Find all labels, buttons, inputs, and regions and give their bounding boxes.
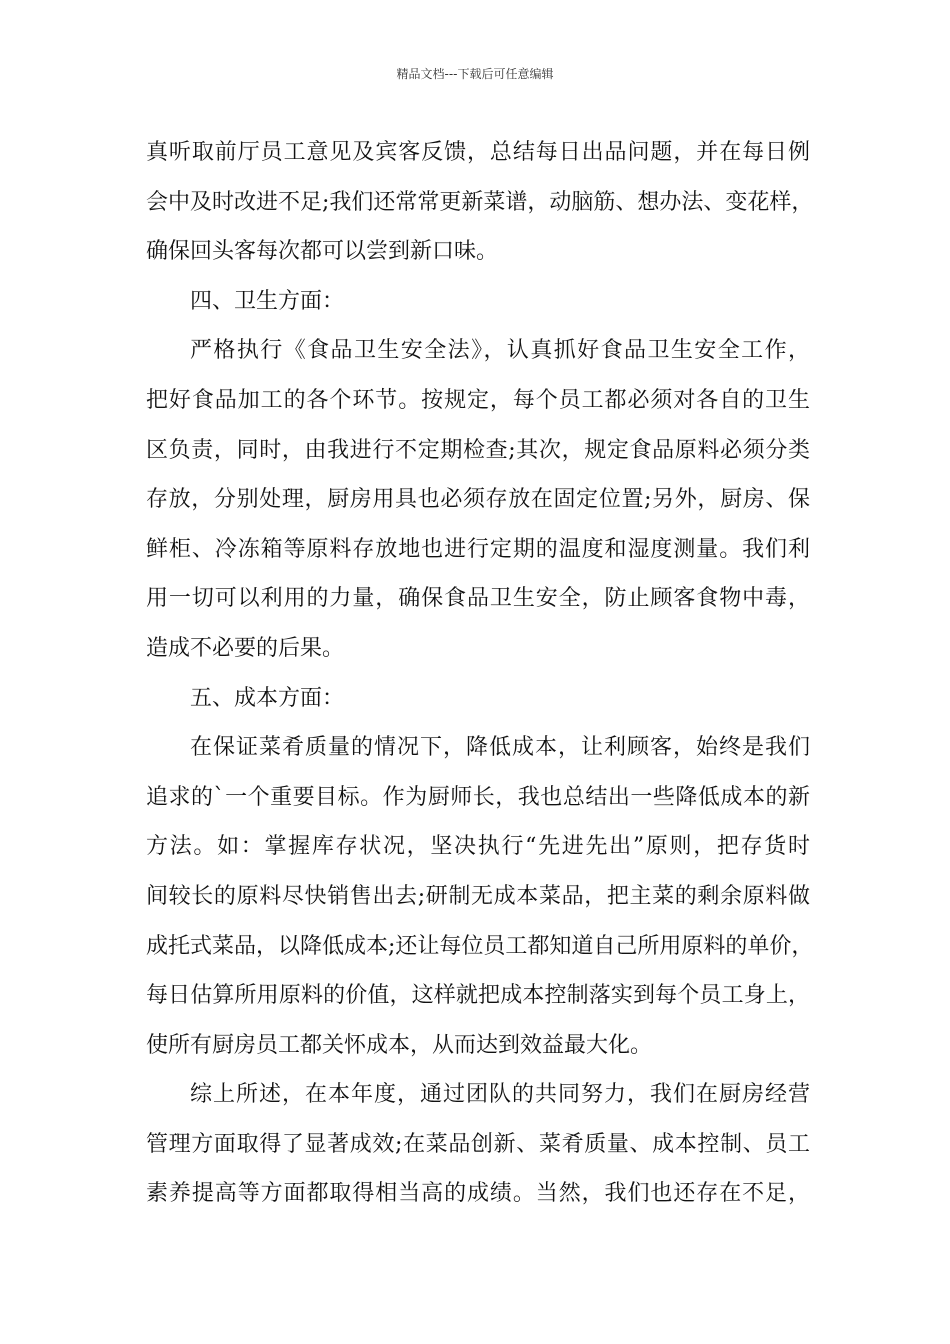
text-line: 严格执行《食品卫生安全法》，认真抓好食品卫生安全工作，: [190, 338, 810, 364]
text-line: 造成不必要的后果。: [146, 635, 345, 661]
text-line: 鲜柜、冷冻箱等原料存放地也进行定期的温度和湿度测量。我们利: [146, 536, 810, 562]
section-heading-hygiene: 四、卫生方面：: [190, 288, 345, 314]
text-line: 使所有厨房员工都关怀成本，从而达到效益最大化。: [146, 1032, 653, 1058]
text-line: 在保证菜肴质量的情况下，降低成本，让利顾客，始终是我们: [190, 735, 810, 761]
text-line: 把好食品加工的各个环节。按规定，每个员工都必须对各自的卫生: [146, 387, 810, 413]
text-line: 综上所述，在本年度，通过团队的共同努力，我们在厨房经营: [190, 1082, 810, 1108]
text-line: 真听取前厅员工意见及宾客反馈，总结每日出品问题，并在每日例: [146, 140, 810, 165]
text-line: 用一切可以利用的力量，确保食品卫生安全，防止顾客食物中毒，: [146, 586, 810, 612]
text-line: 追求的`一个重要目标。作为厨师长，我也总结出一些降低成本的新: [146, 784, 810, 810]
text-line: 存放，分别处理，厨房用具也必须存放在固定位置;另外，厨房、保: [146, 487, 810, 513]
text-line: 确保回头客每次都可以尝到新口味。: [146, 239, 499, 265]
page-header: 精品文档---下载后可任意编辑: [396, 67, 554, 81]
text-line: 区负责，同时，由我进行不定期检查;其次，规定食品原料必须分类: [146, 437, 810, 463]
section-heading-cost: 五、成本方面：: [190, 685, 345, 711]
text-line: 间较长的原料尽快销售出去;研制无成本菜品，把主菜的剩余原料做: [146, 883, 810, 909]
document-body: [146, 128, 814, 1219]
text-line: 每日估算所用原料的价值，这样就把成本控制落实到每个员工身上，: [146, 983, 810, 1009]
text-line: 方法。如：掌握库存状况，坚决执行“先进先出”原则，把存货时: [146, 834, 810, 860]
text-line: 素养提高等方面都取得相当高的成绩。当然，我们也还存在不足，: [146, 1181, 810, 1207]
text-line: 会中及时改进不足;我们还常常更新菜谱，动脑筋、想办法、变花样，: [146, 189, 814, 215]
text-line: 管理方面取得了显著成效;在菜品创新、菜肴质量、成本控制、员工: [146, 1131, 810, 1157]
text-line: 成托式菜品，以降低成本;还让每位员工都知道自己所用原料的单价，: [146, 933, 814, 959]
